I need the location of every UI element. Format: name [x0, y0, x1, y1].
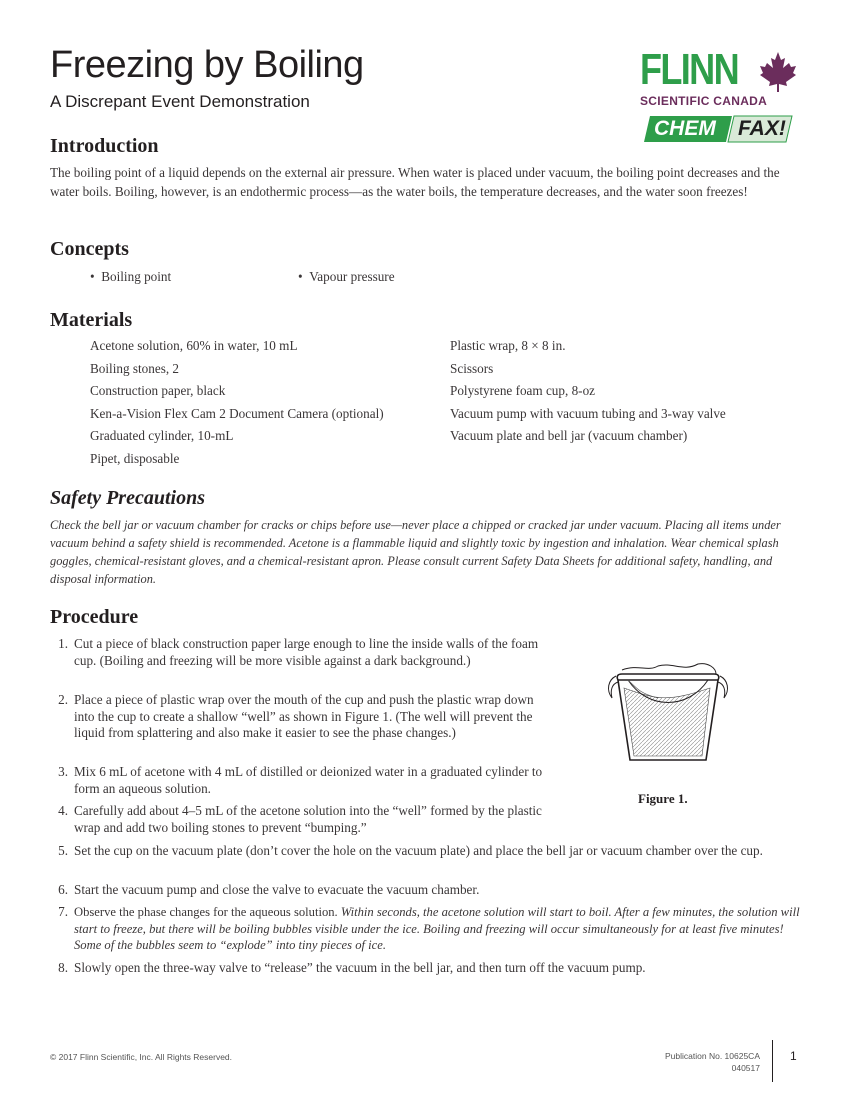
material-item: Acetone solution, 60% in water, 10 mL [90, 338, 298, 353]
material-item: Construction paper, black [90, 383, 226, 398]
materials-left-list [90, 335, 450, 470]
step-italic-text: Within seconds, the acetone solution will start to boil. After a few minutes, the solution will start to freeze, but there will be boiling bubbles visible under the ice. Boiling and freezing will occur simultaneously for at least five minutes! Some of the bubbles seem to “explode” into tiny pieces of ice. [74, 905, 800, 952]
material-item: Graduated cylinder, 10-mL [90, 428, 234, 443]
step-number: 3. [58, 764, 68, 779]
procedure-step [50, 843, 810, 877]
step-text: Slowly open the three-way valve to “release” the vacuum in the bell jar, and then turn off the vacuum pump. [74, 960, 646, 975]
badge-fax: FAX! [738, 117, 786, 140]
procedure-step [50, 692, 560, 758]
page-number: 1 [790, 1049, 797, 1063]
materials-heading: Materials [50, 309, 133, 331]
procedure-step [50, 764, 560, 798]
procedure-step [50, 904, 810, 956]
concept-label: Vapour pressure [309, 269, 395, 284]
page-title: Freezing by Boiling [50, 44, 364, 86]
step-number: 2. [58, 692, 68, 707]
material-item: Scissors [450, 360, 494, 376]
materials-right-list [450, 335, 810, 448]
procedure-heading: Procedure [50, 606, 139, 628]
step-number: 6. [58, 882, 68, 897]
footer-divider [772, 1040, 773, 1082]
badge-chem: CHEM [654, 117, 716, 140]
logo-tagline: SCIENTIFIC CANADA [640, 94, 768, 108]
material-item: Ken-a-Vision Flex Cam 2 Document Camera (optional) [90, 405, 384, 421]
material-item: Pipet, disposable [90, 450, 180, 466]
material-item: Polystyrene foam cup, 8-oz [450, 383, 596, 398]
step-text: Cut a piece of black construction paper large enough to line the inside walls of the foam cup. (Boiling and freezing will be more visible against a dark background.) [74, 636, 539, 668]
concept-label: Boiling point [101, 269, 172, 284]
step-number: 8. [58, 960, 68, 975]
step-text: Carefully add about 4–5 mL of the acetone solution into the “well” formed by the plastic wrap and add two boiling stones to prevent “bumping.” [74, 803, 542, 835]
chemfax-badge [642, 114, 794, 144]
copyright: © 2017 Flinn Scientific, Inc. All Rights Reserved. [50, 1052, 233, 1062]
logo-brand: FLINN [640, 45, 739, 94]
procedure-step [50, 636, 560, 688]
page-subtitle: A Discrepant Event Demonstration [50, 92, 310, 111]
publication-number: Publication No. 10625CA [665, 1051, 760, 1061]
material-item: Boiling stones, 2 [90, 360, 180, 376]
safety-text: Check the bell jar or vacuum chamber for cracks or chips before use—never place a chipped or cracked jar under vacuum. Placing all items under vacuum behind a safety shield is recommended. Acetone is a flammable liquid and slightly toxic by ingestion and inhalation. Wear chemical splash goggles, chemical-resistant gloves, and a chemical-resistant apron. Please consult current Safety Data Sheets for additional safety, handling, and disposal information. [50, 518, 781, 586]
flinn-logo [640, 45, 800, 148]
safety-heading: Safety Precautions [50, 487, 205, 509]
step-text: Observe the phase changes for the aqueous solution. [74, 905, 341, 919]
step-text: Place a piece of plastic wrap over the mouth of the cup and push the plastic wrap down into the cup to create a shallow “well” as shown in Figure 1. (The well will prevent the liquid from splattering and also make it easier to see the phase changes.) [74, 692, 534, 740]
concept-item: • Vapour pressure [298, 269, 395, 284]
step-number: 1. [58, 636, 68, 651]
step-text: Set the cup on the vacuum plate (don’t cover the hole on the vacuum plate) and place the bell jar or vacuum chamber over the cup. [74, 843, 763, 858]
introduction-text: The boiling point of a liquid depends on the external air pressure. When water is placed under vacuum, the boiling point decreases and the water boils. Boiling, however, is an endothermic process—as the water boils, the temperature decreases, and the water soon freezes! [50, 165, 780, 199]
material-item: Plastic wrap, 8 × 8 in. [450, 338, 566, 353]
step-number: 4. [58, 803, 68, 818]
step-text: Start the vacuum pump and close the valve to evacuate the vacuum chamber. [74, 882, 480, 897]
material-item: Vacuum pump with vacuum tubing and 3-way valve [450, 405, 726, 421]
step-text: Mix 6 mL of acetone with 4 mL of distilled or deionized water in a graduated cylinder to form an aqueous solution. [74, 764, 543, 796]
procedure-step [50, 960, 810, 978]
step-number: 5. [58, 843, 68, 858]
procedure-step [50, 882, 810, 900]
foam-cup-figure [598, 650, 738, 775]
maple-leaf-icon [758, 50, 798, 92]
material-item: Vacuum plate and bell jar (vacuum chamber) [450, 428, 688, 443]
concept-item: • Boiling point [90, 269, 172, 284]
publication-code: 040517 [731, 1063, 760, 1073]
step-number: 7. [58, 904, 68, 919]
procedure-step [50, 803, 560, 837]
concepts-heading: Concepts [50, 238, 129, 260]
figure-caption: Figure 1. [638, 791, 688, 806]
introduction-heading: Introduction [50, 135, 159, 157]
